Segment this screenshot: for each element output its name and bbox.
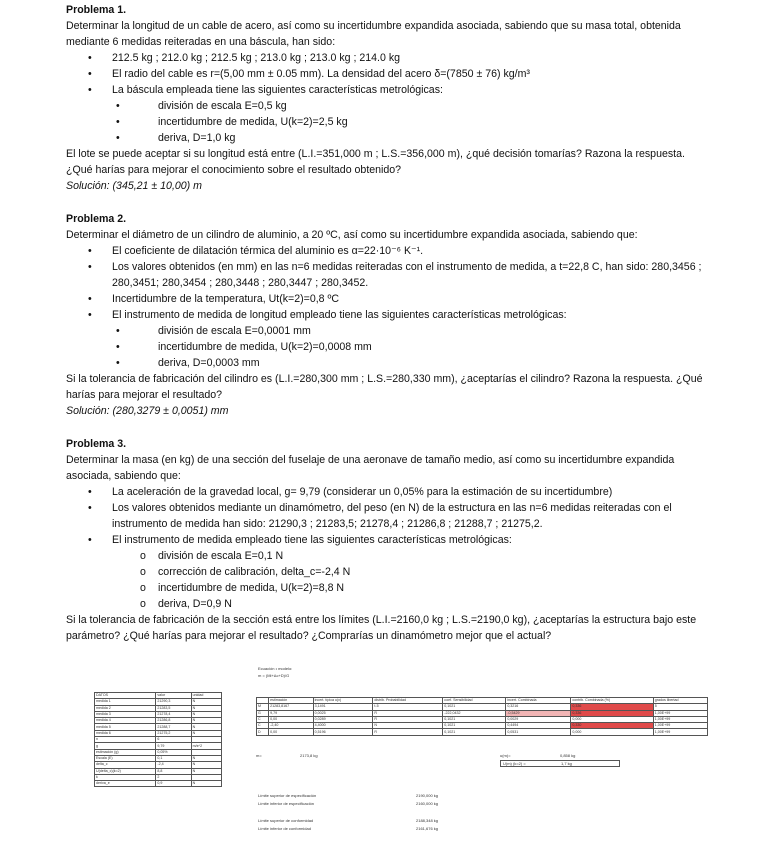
table-cell: deriva_e bbox=[95, 781, 156, 787]
table-cell: 0,9 bbox=[156, 781, 191, 787]
table-cell: C bbox=[257, 723, 269, 729]
table-cell: 0,0025 bbox=[313, 710, 373, 716]
table-cell: 1,00E+99 bbox=[653, 710, 707, 716]
list-item: • Los valores obtenidos mediante un dinamómetro, del peso (en N) de la estructura en las n=6 medidas reiteradas con el instrumento de medida han sido: 21290,3 ; 21283,5; 21278,4 ; 21286,8 ; 21288,7 ; 21275,2. bbox=[66, 500, 708, 532]
uc-label: u(m)= bbox=[500, 753, 511, 758]
table-cell: M bbox=[257, 704, 269, 710]
table-cell: t-5 bbox=[373, 704, 443, 710]
table-cell: 0,05% bbox=[156, 749, 191, 755]
limit-label: Límite inferior de conformidad bbox=[258, 826, 311, 831]
list-item: o incertidumbre de medida, U(k=2)=8,8 N bbox=[66, 580, 708, 596]
table-cell: medida 3 bbox=[95, 711, 156, 717]
list-item: • La báscula empleada tiene las siguientes características metrológicas: bbox=[66, 82, 708, 98]
table-cell: 4,4000 bbox=[313, 723, 373, 729]
model-title: Ecuación • modelo: bbox=[258, 666, 293, 671]
problem-2-question: Si la tolerancia de fabricación del cilindro es (L.I.=280,300 mm ; L.S.=280,330 mm), ¿aceptarías el cilindro? Razona la respuesta. ¿Qué harías para mejorar el resultado? bbox=[66, 373, 703, 401]
table-cell: delta_c bbox=[95, 762, 156, 768]
table-cell: medida 5 bbox=[95, 724, 156, 730]
table-header-cell: DATOS bbox=[95, 693, 156, 699]
problem-2-title: Problema 2. bbox=[66, 213, 127, 225]
problem-1-question: El lote se puede aceptar si su longitud está entre (L.I.=351,000 m ; L.S.=356,000 m), ¿qué decisión tomarías? Razona la respuesta. ¿Qué harías para mejorar el conocimiento sobre el resultado obtenido? bbox=[66, 148, 685, 176]
table-cell: medida 4 bbox=[95, 718, 156, 724]
table-cell: 2 bbox=[156, 774, 191, 780]
table-cell: 0,000 bbox=[571, 729, 653, 735]
list-item: • El instrumento de medida empleado tiene las siguientes características metrológicas: bbox=[66, 532, 708, 548]
result-value: 2173,8 kg bbox=[300, 753, 318, 758]
problem-2-intro: Determinar el diámetro de un cilindro de aluminio, a 20 ºC, así como su incertidumbre expandida asociada, sabiendo que: bbox=[66, 229, 638, 241]
table-cell: 21278,4 bbox=[156, 711, 191, 717]
limit-label: Límite inferior de especificación bbox=[258, 801, 315, 806]
list-item: • Incertidumbre de la temperatura, Ut(k=2)=0,8 ºC bbox=[66, 291, 708, 307]
table-cell: 21283,8167 bbox=[269, 704, 313, 710]
table-header-cell: unidad bbox=[191, 693, 221, 699]
list-item: o corrección de calibración, delta_c=-2,4 N bbox=[66, 564, 708, 580]
table-cell: 0,0289 bbox=[313, 716, 373, 722]
limit-label: Límite superior de conformidad bbox=[258, 818, 314, 823]
table-cell: G bbox=[257, 710, 269, 716]
table-header-cell: estimación bbox=[269, 698, 313, 704]
table-cell: U(delta_c)(k=2) bbox=[95, 768, 156, 774]
table-cell: N bbox=[191, 730, 221, 736]
table-cell: D bbox=[257, 729, 269, 735]
U-label: U(m) (k=2) = bbox=[503, 761, 526, 766]
table-cell: Escala (E) bbox=[95, 755, 156, 761]
table-cell: 9,79 bbox=[269, 710, 313, 716]
table-cell: R bbox=[373, 729, 443, 735]
table-cell: 21288,7 bbox=[156, 724, 191, 730]
table-cell: 0,1 bbox=[156, 755, 191, 761]
problem-3-question: Si la tolerancia de fabricación de la sección está entre los límites (L.I.=2160,0 kg ; L.S.=2190,0 kg), ¿aceptarías la estructura bajo este parámetro? ¿Qué harías para mejorar el resultado? ¿Comprarías un dinamómetro mejor que el actual? bbox=[66, 614, 697, 642]
table-cell: 0,1021 bbox=[443, 716, 506, 722]
problem-1-intro: Determinar la longitud de un cable de acero, así como su incertidumbre expandida asociada, sabiendo que su masa total, obtenida mediante 6 medidas reiteradas en una báscula, han sido: bbox=[66, 20, 681, 48]
table-cell: -2,4 bbox=[156, 762, 191, 768]
list-item: o deriva, D=0,9 N bbox=[66, 596, 708, 612]
table-cell: R bbox=[373, 716, 443, 722]
problem-3-bullets bbox=[66, 484, 708, 612]
table-header-cell: incert. típica u(x) bbox=[313, 698, 373, 704]
table-cell: g bbox=[95, 743, 156, 749]
list-item: • El instrumento de medida de longitud empleado tiene las siguientes características metrológicas: bbox=[66, 307, 708, 323]
table-cell: -222,0432 bbox=[443, 710, 506, 716]
result-label: m= bbox=[256, 753, 262, 758]
problem-1-solution: Solución: (345,21 ± 10,00) m bbox=[66, 180, 202, 192]
table-cell: 0,0029 bbox=[506, 716, 571, 722]
table-cell: -0,5429 bbox=[506, 710, 571, 716]
table-cell: 0,0531 bbox=[506, 729, 571, 735]
problem-3-title: Problema 3. bbox=[66, 438, 127, 450]
table-cell: 0,4494 bbox=[506, 723, 571, 729]
table-cell: 5 bbox=[653, 704, 707, 710]
table-cell: N bbox=[191, 711, 221, 717]
uc-value: 0,858 kg bbox=[560, 753, 576, 758]
table-cell: 0,330 bbox=[571, 723, 653, 729]
limit-value: 2161,676 kg bbox=[416, 826, 439, 831]
list-item: • división de escala E=0,5 kg bbox=[66, 98, 708, 114]
table-cell: estimación (g) bbox=[95, 749, 156, 755]
table-cell: 3,1491 bbox=[313, 704, 373, 710]
table-cell: n bbox=[95, 737, 156, 743]
table-cell: 8,8 bbox=[156, 768, 191, 774]
list-item: • Los valores obtenidos (en mm) en las n=6 medidas reiteradas con el instrumento de medida, a t=22,8 C, han sido: 280,3456 ; 280,3451; 280,3454 ; 280,3448 ; 280,3447 ; 280,3452. bbox=[66, 259, 708, 291]
table-cell: N bbox=[191, 781, 221, 787]
table-cell: 6 bbox=[156, 737, 191, 743]
table-cell: 0,1021 bbox=[443, 723, 506, 729]
list-item: o división de escala E=0,1 N bbox=[66, 548, 708, 564]
limit-value: 2190,000 kg bbox=[416, 793, 439, 798]
problem-2-solution: Solución: (280,3279 ± 0,0051) mm bbox=[66, 405, 229, 417]
table-cell: N bbox=[191, 718, 221, 724]
table-cell: 0,5196 bbox=[313, 729, 373, 735]
model-equation: m = (Mi+Δc+D)/G bbox=[258, 673, 290, 678]
table-cell: N bbox=[191, 762, 221, 768]
table-cell: 0,3216 bbox=[506, 704, 571, 710]
list-item: • deriva, D=0,0003 mm bbox=[66, 355, 708, 371]
table-cell: N bbox=[191, 705, 221, 711]
table-cell: N bbox=[191, 724, 221, 730]
table-cell: R bbox=[373, 710, 443, 716]
limit-label: Límite superior de especificación bbox=[258, 793, 317, 798]
table-cell: 0,1021 bbox=[443, 729, 506, 735]
budget-table bbox=[256, 697, 708, 736]
table-cell: 21286,8 bbox=[156, 718, 191, 724]
spreadsheet-image bbox=[0, 660, 768, 848]
problem-3 bbox=[66, 436, 708, 644]
list-item: • El coeficiente de dilatación térmica del aluminio es α=22·10⁻⁶ K⁻¹. bbox=[66, 243, 708, 259]
list-item: • división de escala E=0,0001 mm bbox=[66, 323, 708, 339]
table-row bbox=[95, 781, 222, 787]
table-cell: 1,00E+99 bbox=[653, 723, 707, 729]
table-cell: medida 1 bbox=[95, 699, 156, 705]
list-item: • incertidumbre de medida, U(k=2)=0,0008 mm bbox=[66, 339, 708, 355]
table-cell: 21275,2 bbox=[156, 730, 191, 736]
table-header-cell: grados libertad bbox=[653, 698, 707, 704]
list-item: • La aceleración de la gravedad local, g= 9,79 (considerar un 0,05% para la estimación de su incertidumbre) bbox=[66, 484, 708, 500]
table-cell: medida 6 bbox=[95, 730, 156, 736]
table-cell: 9,79 bbox=[156, 743, 191, 749]
table-cell: C bbox=[257, 716, 269, 722]
table-header-cell: contrib. Combinada (%) bbox=[571, 698, 653, 704]
list-item: • El radio del cable es r=(5,00 mm ± 0.05 mm). La densidad del acero δ=(7850 ± 76) kg/m³ bbox=[66, 66, 708, 82]
U-value: 1,7 kg bbox=[561, 761, 572, 766]
table-cell: N bbox=[191, 755, 221, 761]
table-cell: 21283,5 bbox=[156, 705, 191, 711]
table-cell: -2,40 bbox=[269, 723, 313, 729]
table-cell: 0,1021 bbox=[443, 704, 506, 710]
problem-2 bbox=[66, 211, 708, 419]
table-cell: 1,00E+99 bbox=[653, 729, 707, 735]
table-cell: 0,336 bbox=[571, 710, 653, 716]
table-cell: 0,336 bbox=[571, 704, 653, 710]
list-item: • incertidumbre de medida, U(k=2)=2,5 kg bbox=[66, 114, 708, 130]
table-cell: N bbox=[191, 699, 221, 705]
problem-1-title: Problema 1. bbox=[66, 4, 127, 16]
list-item: • 212.5 kg ; 212.0 kg ; 212.5 kg ; 213.0 kg ; 213.0 kg ; 214.0 kg bbox=[66, 50, 708, 66]
table-cell: m/s^2 bbox=[191, 743, 221, 749]
data-table bbox=[94, 692, 222, 787]
list-item: • deriva, D=1,0 kg bbox=[66, 130, 708, 146]
table-cell: N bbox=[373, 723, 443, 729]
table-cell: 0,000 bbox=[571, 716, 653, 722]
table-cell: 0,00 bbox=[269, 729, 313, 735]
limit-value: 2160,000 kg bbox=[416, 801, 439, 806]
problem-1-bullets bbox=[66, 50, 708, 146]
limit-value: 2188,348 kg bbox=[416, 818, 439, 823]
problem-2-bullets bbox=[66, 243, 708, 371]
table-cell: 21290,3 bbox=[156, 699, 191, 705]
table-header-cell: incert. Combinada bbox=[506, 698, 571, 704]
table-header-cell: coef. Sensibilidad bbox=[443, 698, 506, 704]
table-cell: N bbox=[191, 768, 221, 774]
problem-1 bbox=[66, 2, 708, 194]
table-cell: 1,00E+99 bbox=[653, 716, 707, 722]
table-header-cell: valor bbox=[156, 693, 191, 699]
problem-3-intro: Determinar la masa (en kg) de una sección del fuselaje de una aeronave de tamaño medio, así como su incertidumbre expandida asociada, sabiendo que: bbox=[66, 454, 675, 482]
table-cell: k bbox=[95, 774, 156, 780]
table-cell: medida 2 bbox=[95, 705, 156, 711]
table-header-cell: distrib. Probabilidad bbox=[373, 698, 443, 704]
expanded-uncertainty bbox=[500, 760, 620, 767]
table-row bbox=[257, 729, 708, 735]
table-cell: 0,00 bbox=[269, 716, 313, 722]
